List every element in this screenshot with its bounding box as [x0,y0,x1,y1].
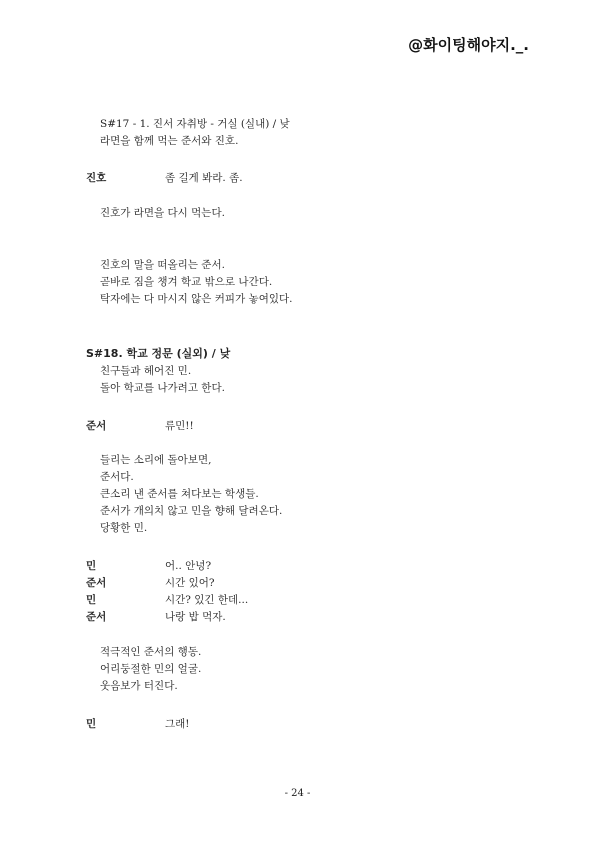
speaker-name: 민 [86,594,97,606]
action-line: 진호가 라면을 다시 먹는다. [100,207,225,219]
action-line: 친구들과 헤어진 민. [100,365,192,377]
action-line: 준서가 개의치 않고 민을 향해 달려온다. [100,505,283,517]
dialog-line: 어.. 안녕? [165,560,212,572]
action-line: 돌아 학교를 나가려고 한다. [100,382,225,394]
dialog-line: 시간 있어? [165,577,215,589]
action-line: 웃음보가 터진다. [100,680,178,692]
dialog-line: 좀 길게 봐라. 좀. [165,172,243,184]
action-line: 탁자에는 다 마시지 않은 커피가 놓여있다. [100,293,293,305]
dialog-line: 나랑 밥 먹자. [165,611,226,623]
speaker-name: 민 [86,718,97,730]
dialog-line: 그래! [165,718,190,730]
action-line: 적극적인 준서의 행동. [100,646,202,658]
action-line: 당황한 민. [100,522,148,534]
author-handle: @화이팅해야지._. [408,36,529,54]
page-number: - 24 - [284,788,311,799]
dialog-line: 류민!! [165,420,194,432]
action-line: 진호의 말을 떠올리는 준서. [100,259,225,271]
action-line: 준서다. [100,471,134,483]
speaker-name: 준서 [86,577,107,589]
dialog-line: 시간? 있긴 한데... [165,594,249,606]
scene-17-heading: S#17 - 1. 진서 자취방 - 거실 (실내) / 낮 [100,118,290,130]
speaker-name: 준서 [86,611,107,623]
speaker-name: 진호 [86,172,107,184]
scene-18-heading: S#18. 학교 정문 (실외) / 낮 [86,347,231,360]
action-line: 들리는 소리에 돌아보면, [100,454,212,466]
speaker-name: 민 [86,560,97,572]
action-line: 어리둥절한 민의 얼굴. [100,663,202,675]
action-line: 라면을 함께 먹는 준서와 진호. [100,135,239,147]
action-line: 큰소리 낸 준서를 쳐다보는 학생들. [100,488,259,500]
speaker-name: 준서 [86,420,107,432]
action-line: 곧바로 짐을 챙겨 학교 밖으로 나간다. [100,276,273,288]
